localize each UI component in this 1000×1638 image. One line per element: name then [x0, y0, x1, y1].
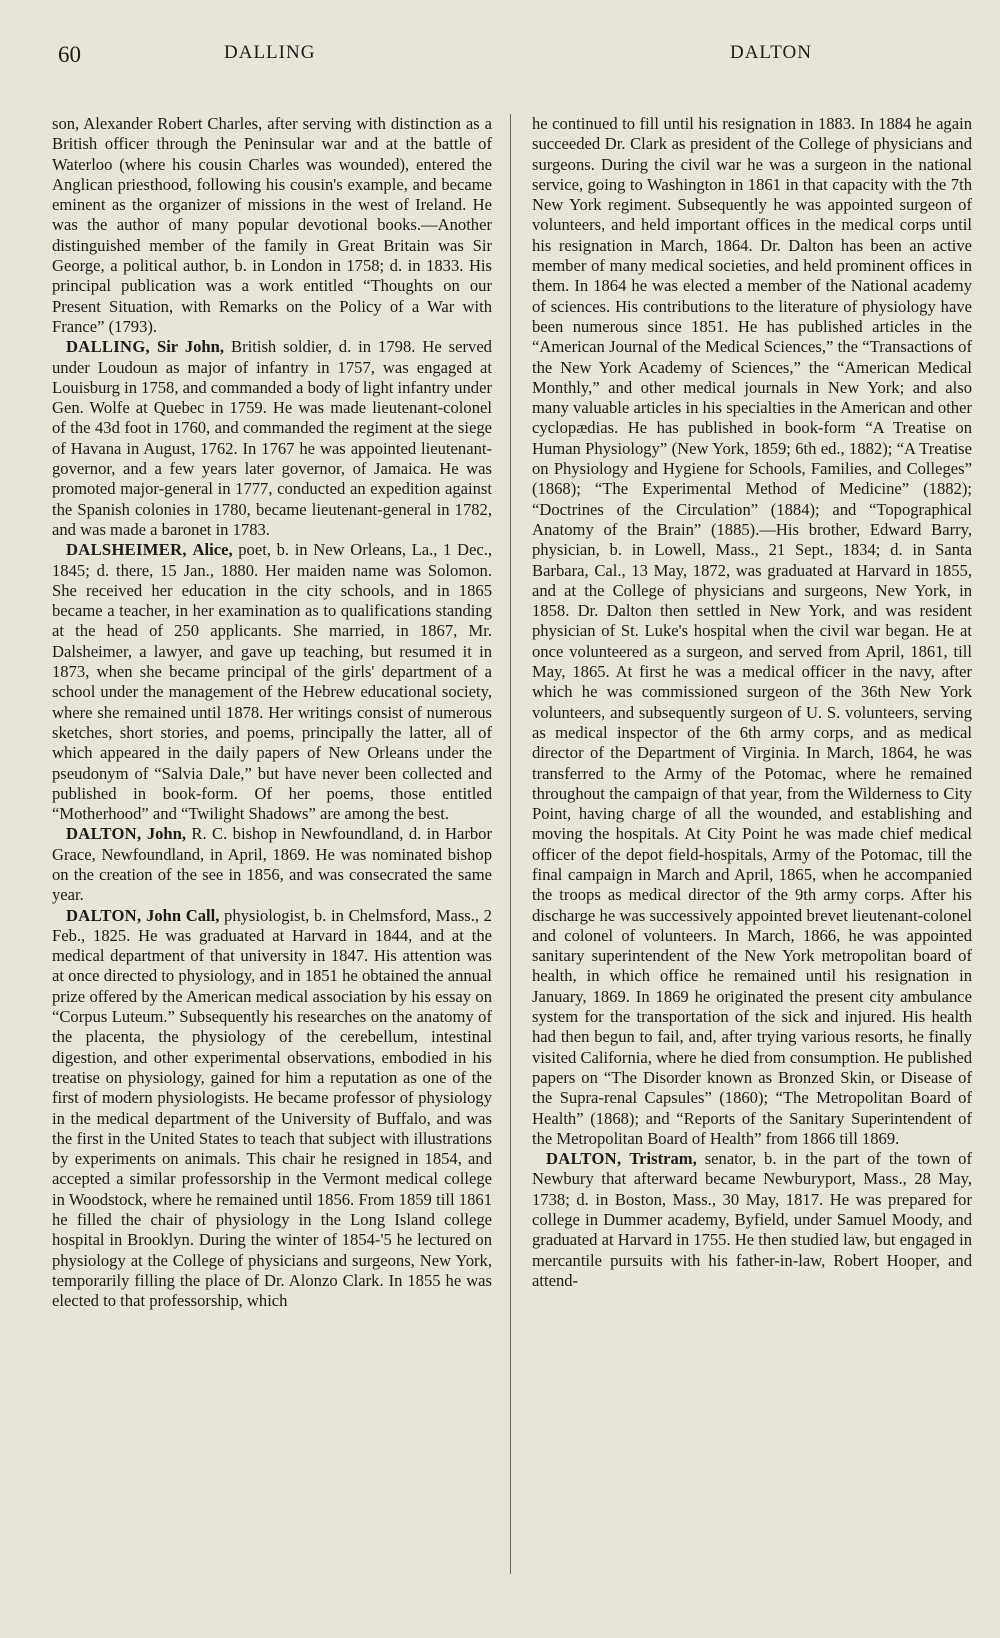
continued-paragraph [532, 114, 972, 1149]
text-columns [52, 114, 972, 1312]
entry-paragraph [52, 906, 492, 1312]
entry-paragraph [52, 337, 492, 540]
entry-given-name: Tristram, [629, 1149, 697, 1169]
entry-surname: DALTON, [66, 824, 142, 844]
entry-paragraph [532, 1149, 972, 1291]
entry-text: British soldier, d. in 1798. He served under Loudoun as major of infantry in 1757, was engaged at Louisburg in 1758, and commanded a body of light infantry under Gen. Wolfe at Quebec in 1759. He was made lieutenant-colonel of the 43d foot in 1760, and commanded the regiment at the siege of Havana in August, 1762. In 1767 he was appointed lieutenant-governor, and a few years later governor, of Jamaica. He was promoted major-general in 1777, conducted an expedition against the Spanish colonies in 1780, became lieutenant-general in 1782, and was made a baronet in 1783. [52, 337, 492, 539]
entry-surname: DALSHEIMER, [66, 540, 187, 560]
entry-text: poet, b. in New Orleans, La., 1 Dec., 1845; d. there, 15 Jan., 1880. Her maiden name was Solomon. She received her education in the city schools, and in 1865 became a teacher, in her examination as to qualifications standing at the head of 250 applicants. She married, in 1867, Mr. Dalsheimer, a lawyer, and gave up teaching, but resumed it in 1873, when she became principal of the girls' department of a school under the management of the Hebrew educational society, where she remained until 1878. Her writings consist of numerous sketches, short stories, and poems, principally the latter, all of which appeared in the daily papers of New Orleans under the pseudonym of “Salvia Dale,” but have never been collected and published in book-form. Of her poems, those entitled “Motherhood” and “Twilight Shadows” are among the best. [52, 540, 493, 824]
entry-given-name: Sir John, [156, 337, 225, 357]
entry-given-name: John, [146, 824, 187, 844]
column-divider [510, 114, 511, 1574]
continued-paragraph [52, 114, 492, 337]
entry-text: senator, b. in the part of the town of Newbury that afterward became Newburyport, Mass., 28 May, 1738; d. in Boston, Mass., 30 May, 1817. He was prepared for college in Dummer academy, Byfield, under Samuel Moody, and graduated at Harvard in 1755. He then studied law, but engaged in mercantile pursuits with his father-in-law, Robert Hooper, and attend- [532, 1149, 972, 1290]
entry-surname: DALLING, [66, 337, 150, 357]
entry-surname: DALTON, [546, 1149, 622, 1169]
entry-text: son, Alexander Robert Charles, after serving with distinction as a British officer through the Peninsular war and at the battle of Waterloo (where his cousin Charles was wounded), entered the Anglican priesthood, following his cousin's example, and became eminent as the organizer of missions in the west of Ireland. He was the author of many popular devotional books.—Another distinguished member of the family in Great Britain was Sir George, a political author, b. in London in 1758; d. in 1833. His principal publication was a work entitled “Thoughts on our Present Situation, with Remarks on the Policy of a War with France” (1793). [52, 114, 492, 336]
entry-text: physiologist, b. in Chelmsford, Mass., 2 Feb., 1825. He was graduated at Harvard in 1844, and at the medical department of that university in 1847. His attention was at once directed to physiology, and in 1851 he obtained the annual prize offered by the American medical association by his essay on “Corpus Luteum.” Subsequently his researches on the anatomy of the placenta, the physiology of the cerebellum, intestinal digestion, and other experimental observations, embodied in his treatise on physiology, gained for him a reputation as one of the first of modern physiologists. He became professor of physiology in the medical department of the University of Buffalo, and was the first in the United States to teach that subject with illustrations by experiments on animals. This chair he resigned in 1854, and accepted a similar professorship in the Vermont medical college in Woodstock, where he remained until 1856. From 1859 till 1861 he filled the chair of physiology in the Long Island college hospital in Brooklyn. During the winter of 1854-'5 he lectured on physiology at the College of physicians and surgeons, New York, temporarily filling the place of Dr. Alonzo Clark. In 1855 he was elected to that professorship, which [52, 905, 492, 1311]
entry-text: he continued to fill until his resignation in 1883. In 1884 he again succeeded Dr. Clark as president of the College of physicians and surgeons. During the civil war he was a surgeon in the national service, going to Washington in 1861 in that capacity with the 7th New York regiment. Subsequently he was appointed surgeon of volunteers, and held important offices in the medical corps until his resignation in March, 1864. Dr. Dalton has been an active member of many medical societies, and held prominent offices in them. In 1864 he was elected a member of the National academy of sciences. His contributions to the literature of physiology have been numerous since 1851. He has published articles in the “American Journal of the Medical Sciences,” the “Transactions of the New York Academy of Sciences,” the “American Medical Monthly,” and other medical journals in New York; and also many valuable articles in his specialties in the American and other cyclopædias. He has published in book-form “A Treatise on Human Physiology” (New York, 1859; 6th ed., 1882); “A Treatise on Physiology and Hygiene for Schools, Families, and Colleges” (1868); “The Experimental Method of Medicine” (1882); “Doctrines of the Circulation” (1884); and “Topographical Anatomy of the Brain” (1885).—His brother, Edward Barry, physician, b. in Lowell, Mass., 21 Sept., 1834; d. in Santa Barbara, Cal., 13 May, 1872, was graduated at Harvard in 1855, and at the College of physicians and surgeons, New York, in 1858. Dr. Dalton then settled in New York, and was resident physician of St. Luke's hospital when the civil war began. He at once volunteered as a surgeon, and served from April, 1861, till May, 1865. At first he was a medical officer in the navy, after which he was commissioned surgeon of the 36th New York volunteers, and subsequently surgeon of U. S. volunteers, serving as medical inspector of the 6th army corps, and as medical director of the Department of Virginia. In March, 1864, he was transferred to the Army of the Potomac, where he remained throughout the campaign of that year, from the Wilderness to City Point, having charge of all the wounded, and establishing and moving the hospitals. At City Point he was made chief medical officer of the depot field-hospitals, Army of the Potomac, till the final campaign in March and April, 1865, when he accompanied the troops as medical director of the 9th army corps. After his discharge he was successively appointed brevet lieutenant-colonel and colonel of volunteers. In March, 1866, he was appointed sanitary superintendent of the New York metropolitan board of health, in which office he remained until his resignation in January, 1869. In 1869 he originated the present city ambulance system for the transportation of the sick and injured. His health had then begun to fail, and, after trying various resorts, he finally visited California, where he died from consumption. He published papers on “The Disorder known as Bronzed Skin, or Disease of the Supra-renal Capsules” (1860); “The Metropolitan Board of Health” (1868); and “Reports of the Sanitary Superintendent of the Metropolitan Board of Health” from 1866 till 1869. [532, 114, 972, 1148]
running-header [52, 30, 972, 78]
entry-text: R. C. bishop in Newfoundland, d. in Harbor Grace, Newfoundland, in April, 1869. He was nominated bishop on the creation of the see in 1856, and was consecrated the same year. [52, 824, 492, 905]
left-running-head: DALLING [224, 42, 316, 63]
right-running-head: DALTON [729, 42, 812, 63]
entry-given-name: John Call, [146, 905, 220, 925]
right-column [532, 114, 972, 1312]
page-number: 60 [58, 42, 81, 67]
entry-paragraph [52, 824, 492, 905]
entry-paragraph [52, 540, 492, 824]
left-column [52, 114, 492, 1312]
entry-given-name: Alice, [192, 540, 233, 560]
entry-surname: DALTON, [66, 905, 142, 925]
